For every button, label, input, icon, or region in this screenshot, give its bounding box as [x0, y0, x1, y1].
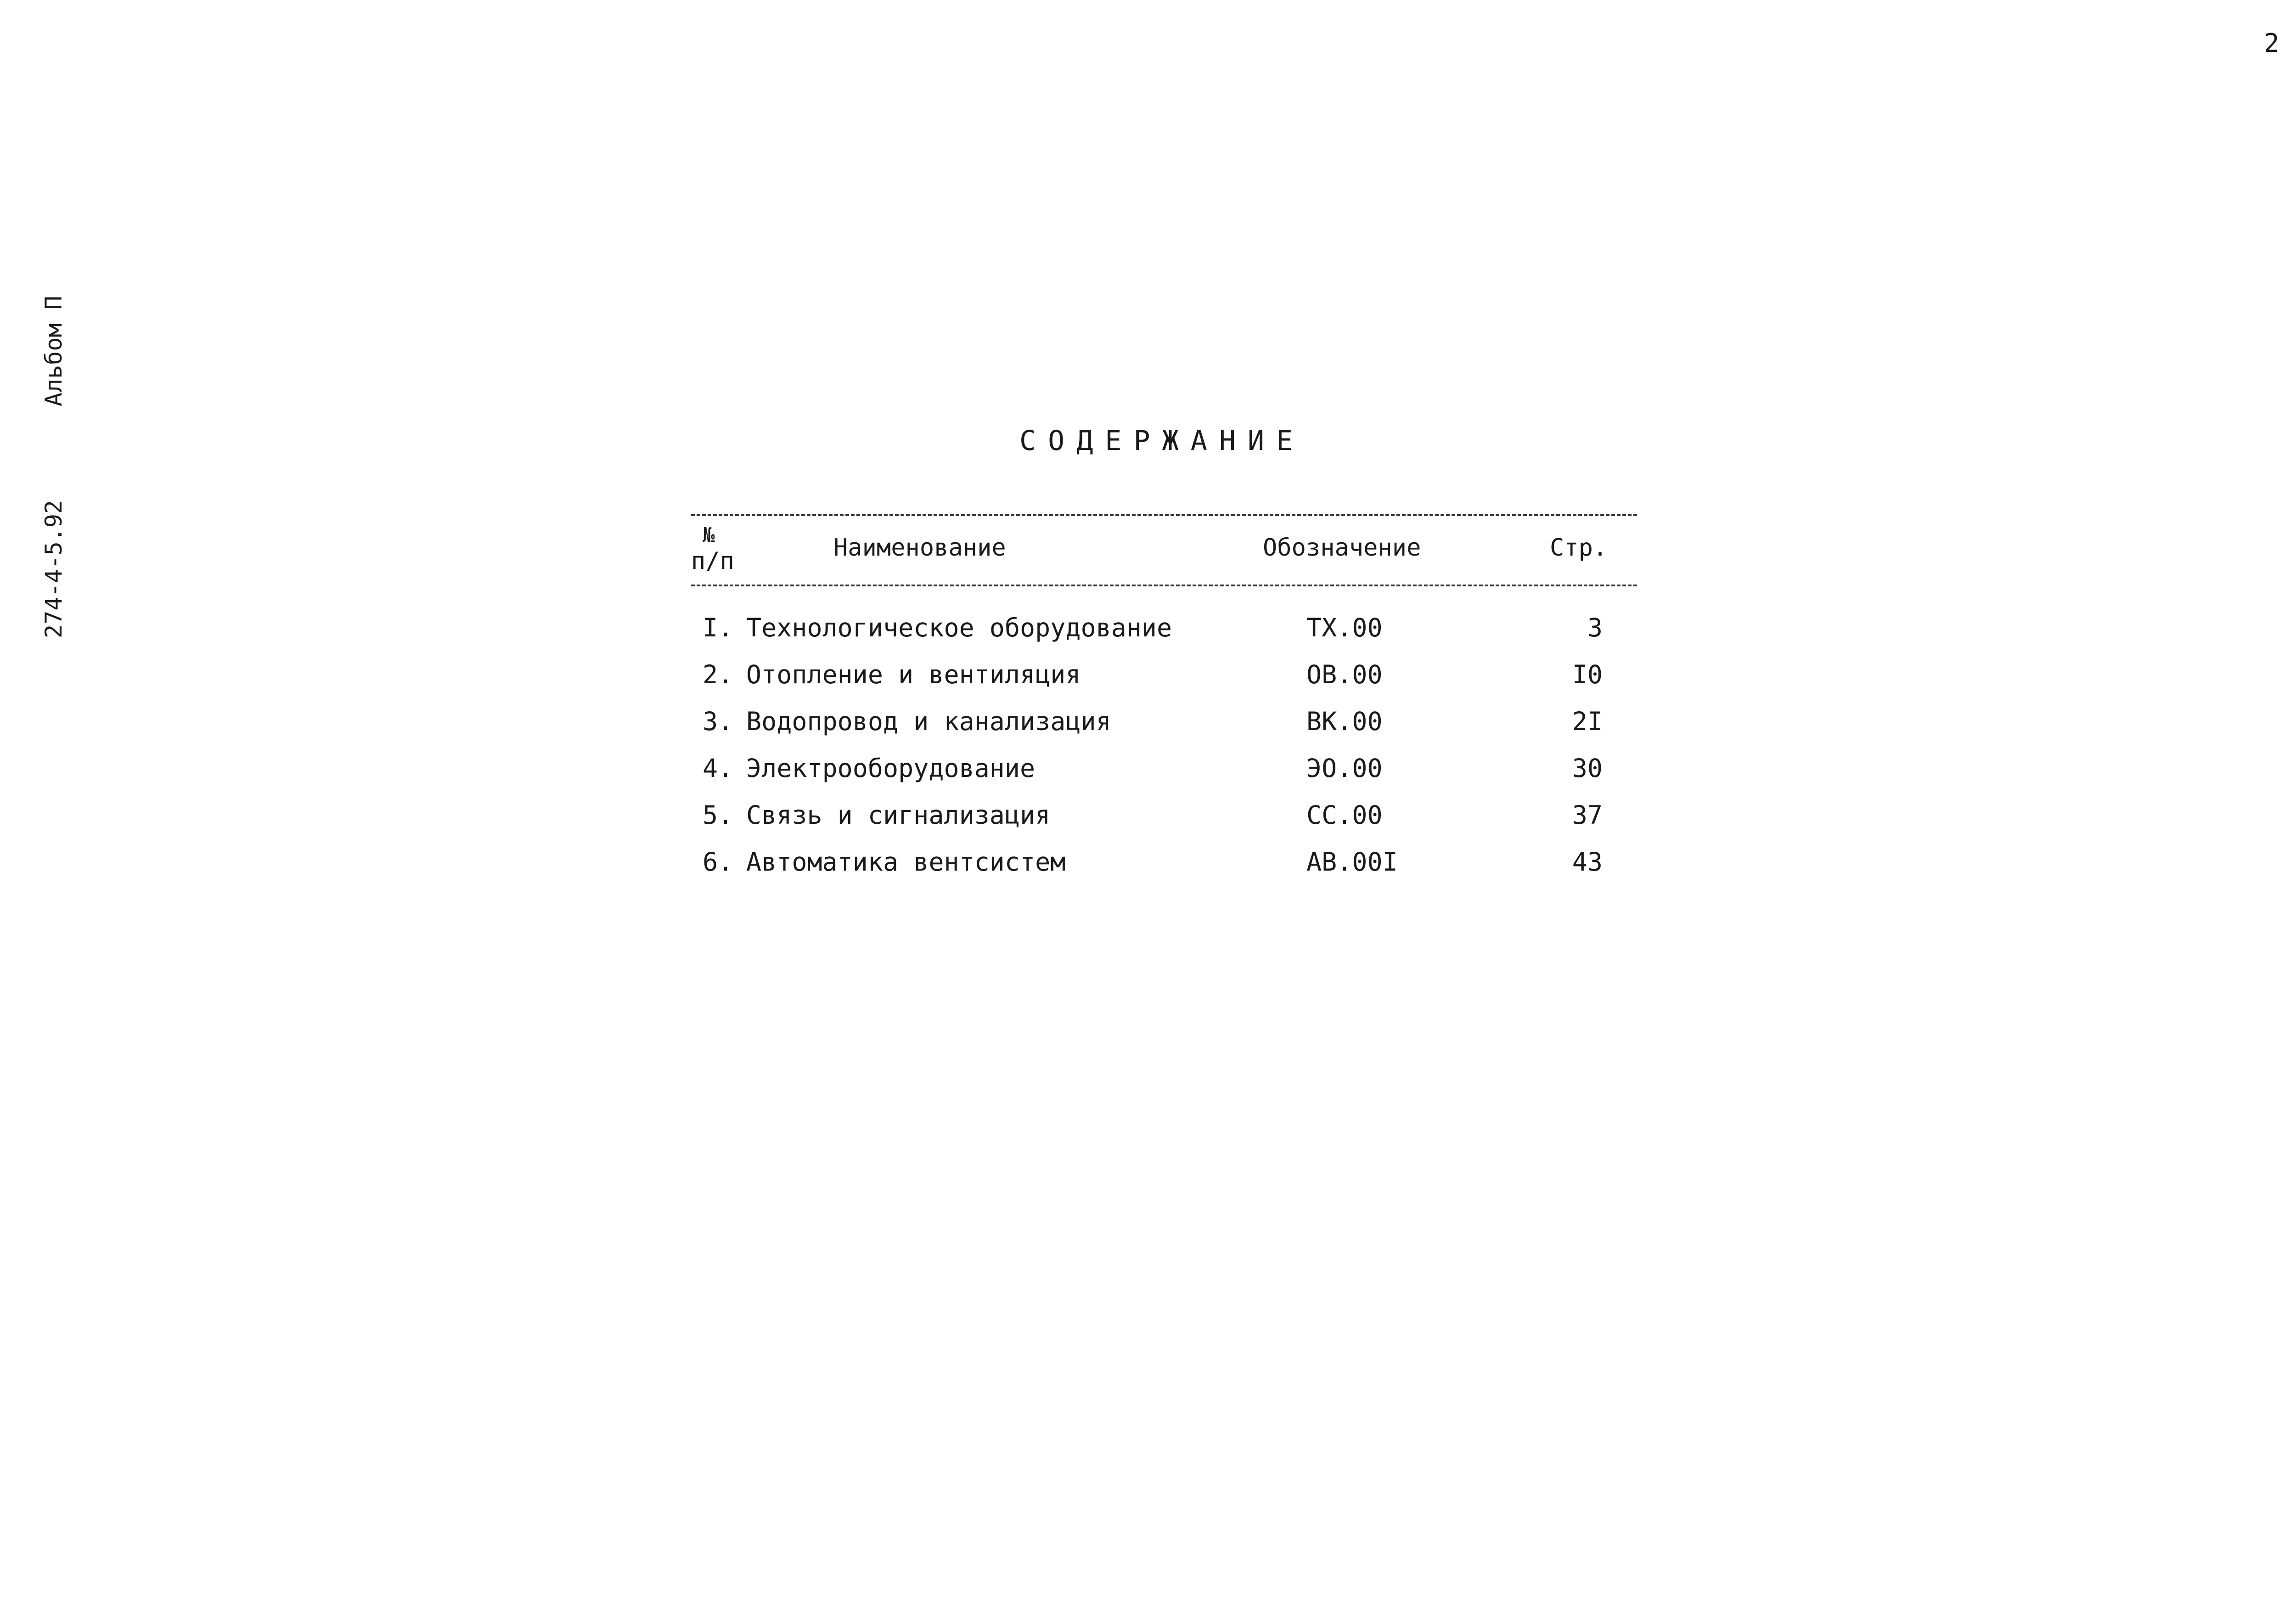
header-designation: Обозначение [1263, 534, 1421, 562]
row-designation: ЭО.00 [1306, 754, 1383, 783]
row-name: Электрооборудование [746, 754, 1035, 783]
row-page: I0 [1572, 660, 1603, 689]
table-row [0, 847, 2296, 893]
header-number: п/п [691, 547, 734, 575]
row-number: I. [703, 613, 733, 642]
album-label: Альбом П [40, 296, 67, 406]
row-designation: ВК.00 [1306, 707, 1383, 736]
header-number-sign: № [703, 523, 715, 547]
row-name: Технологическое оборудование [746, 613, 1172, 642]
row-page: 30 [1572, 754, 1603, 783]
table-top-rule [691, 514, 1637, 516]
row-number: 6. [703, 847, 733, 877]
row-number: 4. [703, 754, 733, 783]
row-name: Отопление и вентиляция [746, 660, 1081, 689]
row-number: 5. [703, 800, 733, 830]
row-name: Связь и сигнализация [746, 800, 1051, 830]
table-row [0, 800, 2296, 846]
row-number: 3. [703, 707, 733, 736]
row-name: Автоматика вентсистем [746, 847, 1066, 877]
table-row [0, 660, 2296, 706]
row-page: 43 [1572, 847, 1603, 877]
row-designation: АВ.00I [1306, 847, 1398, 877]
page-number: 2 [2264, 28, 2279, 58]
header-name: Наименование [833, 534, 1006, 562]
row-designation: ТХ.00 [1306, 613, 1383, 642]
document-code: 274-4-5.92 [40, 500, 67, 638]
header-page: Стр. [1550, 534, 1608, 562]
row-designation: ОВ.00 [1306, 660, 1383, 689]
row-name: Водопровод и канализация [746, 707, 1111, 736]
row-page: 3 [1587, 613, 1603, 642]
row-page: 37 [1572, 800, 1603, 830]
row-designation: СС.00 [1306, 800, 1383, 830]
page-title: СОДЕРЖАНИЕ [1019, 425, 1305, 457]
table-row [0, 707, 2296, 753]
row-number: 2. [703, 660, 733, 689]
row-page: 2I [1572, 707, 1603, 736]
table-row [0, 613, 2296, 659]
table-row [0, 754, 2296, 799]
table-header-rule [691, 585, 1637, 586]
